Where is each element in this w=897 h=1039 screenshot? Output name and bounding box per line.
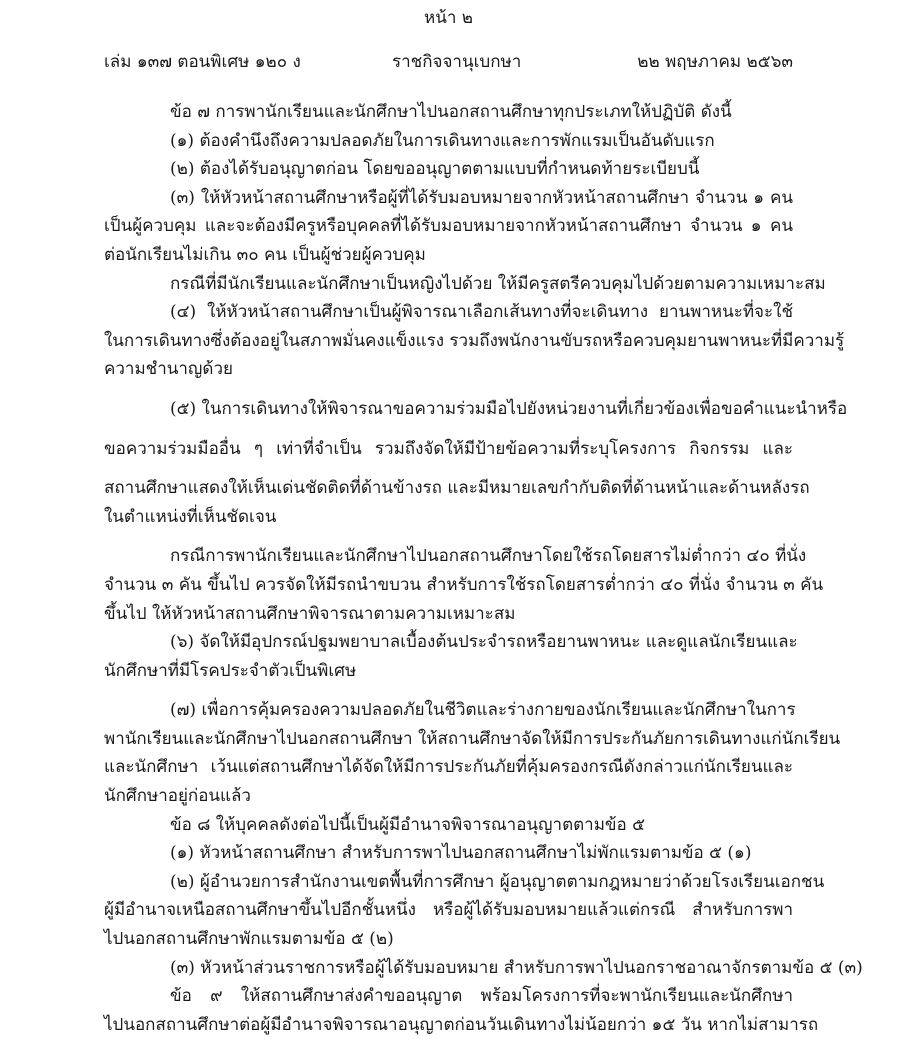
document-body <box>104 98 863 1039</box>
text-line: นักศึกษาอยู่ก่อนแล้ว <box>104 786 251 807</box>
text-line: (๖) จัดให้มีอุปกรณ์ปฐมพยาบาลเบื้องต้นประจำรถหรือยานพาหนะ และดูแลนักเรียนและ <box>170 632 798 653</box>
text-line: (๓) หัวหน้าส่วนราชการหรือผู้ได้รับมอบหมาย สำหรับการพาไปนอกราชอาณาจักรตามข้อ ๕ (๓) <box>170 957 863 978</box>
text-line: (๒) ผู้อำนวยการสำนักงานเขตพื้นที่การศึกษา ผู้อนุญาตตามกฎหมายว่าด้วยโรงเรียนเอกชน <box>170 871 825 892</box>
text-line: กรณีการพานักเรียนและนักศึกษาไปนอกสถานศึกษาโดยใช้รถโดยสารไม่ต่ำกว่า ๔๐ ที่นั่ง <box>170 546 807 567</box>
text-line: ในตำแหน่งที่เห็นชัดเจน <box>104 506 277 527</box>
gazette-header <box>104 48 793 76</box>
text-line: พานักเรียนและนักศึกษาไปนอกสถานศึกษา ให้สถานศึกษาจัดให้มีการประกันภัยการเดินทางแก่นักเรียน <box>104 728 841 749</box>
text-line: ในการเดินทางซึ่งต้องอยู่ในสภาพมั่นคงแข็งแรง รวมถึงพนักงานขับรถหรือควบคุมยานพาหนะที่มีความรู้ <box>104 330 845 351</box>
text-line: (๒) ต้องได้รับอนุญาตก่อน โดยขออนุญาตตามแบบที่กำหนดท้ายระเบียบนี้ <box>170 159 700 180</box>
text-line: กรณีที่มีนักเรียนและนักศึกษาเป็นหญิงไปด้วย ให้มีครูสตรีควบคุมไปด้วยตามความเหมาะสม <box>170 273 826 294</box>
text-line: นักศึกษาที่มีโรคประจำตัวเป็นพิเศษ <box>104 660 357 681</box>
text-line: และนักศึกษา เว้นแต่สถานศึกษาได้จัดให้มีการประกันภัยที่คุ้มครองกรณีดังกล่าวแก่นักเรียนและ <box>104 757 793 778</box>
header-publication: ราชกิจจานุเบกษา <box>392 52 522 72</box>
text-line: ขอความร่วมมืออื่น ๆ เท่าที่จำเป็น รวมถึงจัดให้มีป้ายข้อความที่ระบุโครงการ กิจกรรม และ <box>104 438 793 459</box>
text-line: ความชำนาญด้วย <box>104 359 233 380</box>
text-line: สถานศึกษาแสดงให้เห็นเด่นชัดติดที่ด้านข้างรถ และมีหมายเลขกำกับติดที่ด้านหน้าและด้านหลังรถ <box>104 478 810 499</box>
text-line: (๕) ในการเดินทางให้พิจารณาขอความร่วมมือไปยังหน่วยงานที่เกี่ยวข้องเพื่อขอคำแนะนำหรือ <box>170 398 848 419</box>
text-line: ต่อนักเรียนไม่เกิน ๓๐ คน เป็นผู้ช่วยผู้ควบคุม <box>104 244 426 265</box>
text-line: ข้อ ๘ ให้บุคคลดังต่อไปนี้เป็นผู้มีอำนาจพิจารณาอนุญาตตามข้อ ๕ <box>170 814 645 835</box>
header-date: ๒๒ พฤษภาคม ๒๕๖๓ <box>637 52 793 72</box>
text-line: ไปนอกสถานศึกษาพักแรมตามข้อ ๕ (๒) <box>104 929 394 950</box>
page-number: หน้า ๒ <box>424 8 473 28</box>
text-line: (๓) ให้หัวหน้าสถานศึกษาหรือผู้ที่ได้รับมอบหมายจากหัวหน้าสถานศึกษา จำนวน ๑ คน <box>170 187 793 208</box>
text-line: ข้อ ๗ การพานักเรียนและนักศึกษาไปนอกสถานศึกษาทุกประเภทให้ปฏิบัติ ดังนี้ <box>170 102 732 122</box>
text-line: ขึ้นไป ให้หัวหน้าสถานศึกษาพิจารณาตามความเหมาะสม <box>104 603 516 624</box>
text-line: (๑) ต้องคำนึงถึงความปลอดภัยในการเดินทางและการพักแรมเป็นอันดับแรก <box>170 130 715 151</box>
text-line: (๑) หัวหน้าสถานศึกษา สำหรับการพาไปนอกสถานศึกษาไม่พักแรมตามข้อ ๕ (๑) <box>170 843 752 864</box>
text-line: ข้อ ๙ ให้สถานศึกษาส่งคำขออนุญาต พร้อมโครงการที่จะพานักเรียนและนักศึกษา <box>170 986 793 1007</box>
text-line: (๔) ให้หัวหน้าสถานศึกษาเป็นผู้พิจารณาเลือกเส้นทางที่จะเดินทาง ยานพาหนะที่จะใช้ <box>170 302 793 323</box>
text-line: เป็นผู้ควบคุม และจะต้องมีครูหรือบุคคลที่ได้รับมอบหมายจากหัวหน้าสถานศึกษา จำนวน ๑ คน <box>104 216 793 237</box>
text-line: (๗) เพื่อการคุ้มครองความปลอดภัยในชีวิตและร่างกายของนักเรียนและนักศึกษาในการ <box>170 700 796 721</box>
text-line: ผู้มีอำนาจเหนือสถานศึกษาขึ้นไปอีกชั้นหนึ่ง หรือผู้ได้รับมอบหมายแล้วแต่กรณี สำหรับการพา <box>104 900 793 921</box>
text-line: จำนวน ๓ คัน ขึ้นไป ควรจัดให้มีรถนำขบวน สำหรับการใช้รถโดยสารต่ำกว่า ๔๐ ที่นั่ง จำนวน ๓ คัน <box>104 574 824 595</box>
text-line: ไปนอกสถานศึกษาต่อผู้มีอำนาจพิจารณาอนุญาตก่อนวันเดินทางไม่น้อยกว่า ๑๕ วัน หากไม่สามารถ <box>104 1014 819 1035</box>
header-volume: เล่ม ๑๓๗ ตอนพิเศษ ๑๒๐ ง <box>104 52 301 72</box>
